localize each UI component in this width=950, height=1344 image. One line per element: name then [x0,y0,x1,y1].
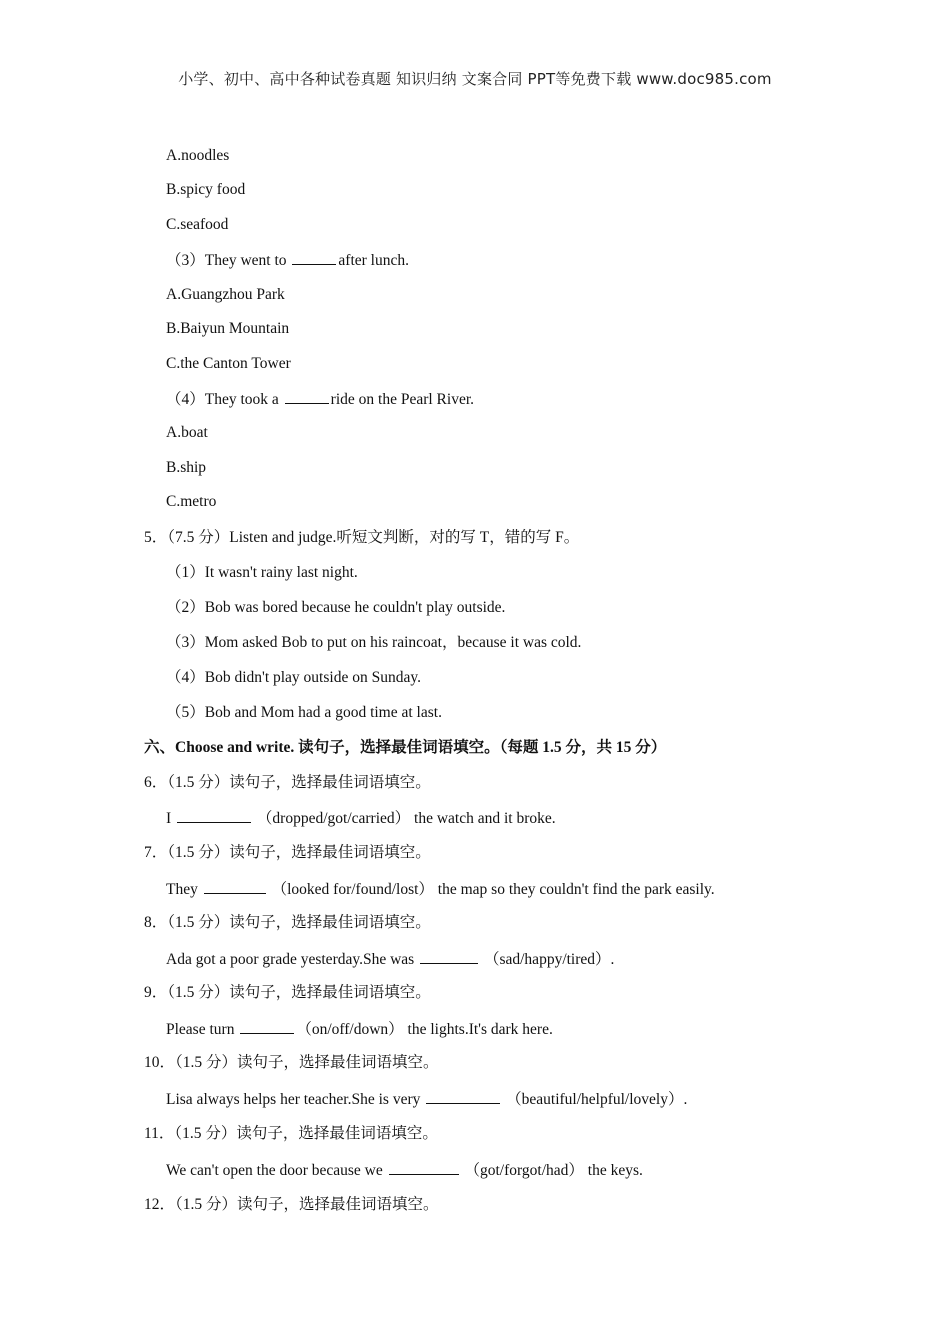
question-11-sentence [166,1160,643,1181]
answer-blank[interactable] [389,1160,459,1175]
option-c-q4-4: C.metro [166,493,217,510]
page-header: 小学、初中、高中各种试卷真题 知识归纳 文案合同 PPT等免费下载 www.doc985.com [178,70,772,88]
answer-blank[interactable] [292,250,336,265]
question-10-number: 10．（1.5 分）读句子，选择最佳词语填空。 [144,1054,439,1071]
question-4-3-post: after lunch. [338,252,409,269]
option-a-q4-2: A.noodles [166,147,230,164]
question-4-3-pre: （3）They went to [166,252,291,269]
question-10-sentence [166,1089,687,1110]
question-10-post: （beautiful/helpful/lovely）. [506,1091,688,1108]
question-11-post: （got/forgot/had） the keys. [464,1162,643,1179]
answer-blank[interactable] [240,1019,294,1034]
question-9-pre: Please turn [166,1021,239,1038]
question-4-4-pre: （4）They took a [166,391,283,408]
answer-blank[interactable] [426,1089,500,1104]
question-5-item: （2）Bob was bored because he couldn't play outside. [166,599,506,616]
question-8-pre: Ada got a poor grade yesterday.She was [166,951,419,968]
question-5-item: （3）Mom asked Bob to put on his raincoat，because it was cold. [166,634,582,651]
question-7-number: 7．（1.5 分）读句子，选择最佳词语填空。 [144,844,431,861]
question-8-number: 8．（1.5 分）读句子，选择最佳词语填空。 [144,914,431,931]
answer-blank[interactable] [204,879,266,894]
question-9-post: （on/off/down） the lights.It's dark here. [296,1021,553,1038]
question-11-pre: We can't open the door because we [166,1162,387,1179]
answer-blank[interactable] [177,808,251,823]
question-4-4 [166,389,474,410]
question-7-sentence [166,879,715,900]
question-6-sentence [166,808,556,829]
question-11-number: 11．（1.5 分）读句子，选择最佳词语填空。 [144,1125,438,1142]
option-b-q4-3: B.Baiyun Mountain [166,320,290,337]
question-9-sentence [166,1019,553,1040]
answer-blank[interactable] [285,389,329,404]
option-c-q4-2: C.seafood [166,216,229,233]
question-4-4-post: ride on the Pearl River. [330,391,475,408]
option-a-q4-4: A.boat [166,424,208,441]
answer-blank[interactable] [420,949,478,964]
question-4-3 [166,250,409,271]
question-5-item: （5）Bob and Mom had a good time at last. [166,704,442,721]
option-b-q4-4: B.ship [166,459,207,476]
question-9-number: 9．（1.5 分）读句子，选择最佳词语填空。 [144,984,431,1001]
question-6-number: 6．（1.5 分）读句子，选择最佳词语填空。 [144,774,431,791]
question-6-post: （dropped/got/carried） the watch and it broke. [256,810,556,827]
option-a-q4-3: A.Guangzhou Park [166,286,285,303]
section-6-title: 六、Choose and write. 读句子，选择最佳词语填空。（每题 1.5 分，共 15 分） [144,739,667,756]
question-7-post: （looked for/found/lost） the map so they couldn't find the park easily. [271,881,715,898]
question-5-item: （1）It wasn't rainy last night. [166,564,358,581]
question-10-pre: Lisa always helps her teacher.She is very [166,1091,425,1108]
question-8-post: （sad/happy/tired）. [483,951,615,968]
question-5-title: 5．（7.5 分）Listen and judge.听短文判断，对的写 T，错的写 F。 [144,529,580,546]
question-5-item: （4）Bob didn't play outside on Sunday. [166,669,421,686]
option-b-q4-2: B.spicy food [166,181,246,198]
question-6-pre: I [166,810,176,827]
question-8-sentence [166,949,614,970]
question-12-number: 12．（1.5 分）读句子，选择最佳词语填空。 [144,1196,439,1213]
question-7-pre: They [166,881,202,898]
option-c-q4-3: C.the Canton Tower [166,355,291,372]
